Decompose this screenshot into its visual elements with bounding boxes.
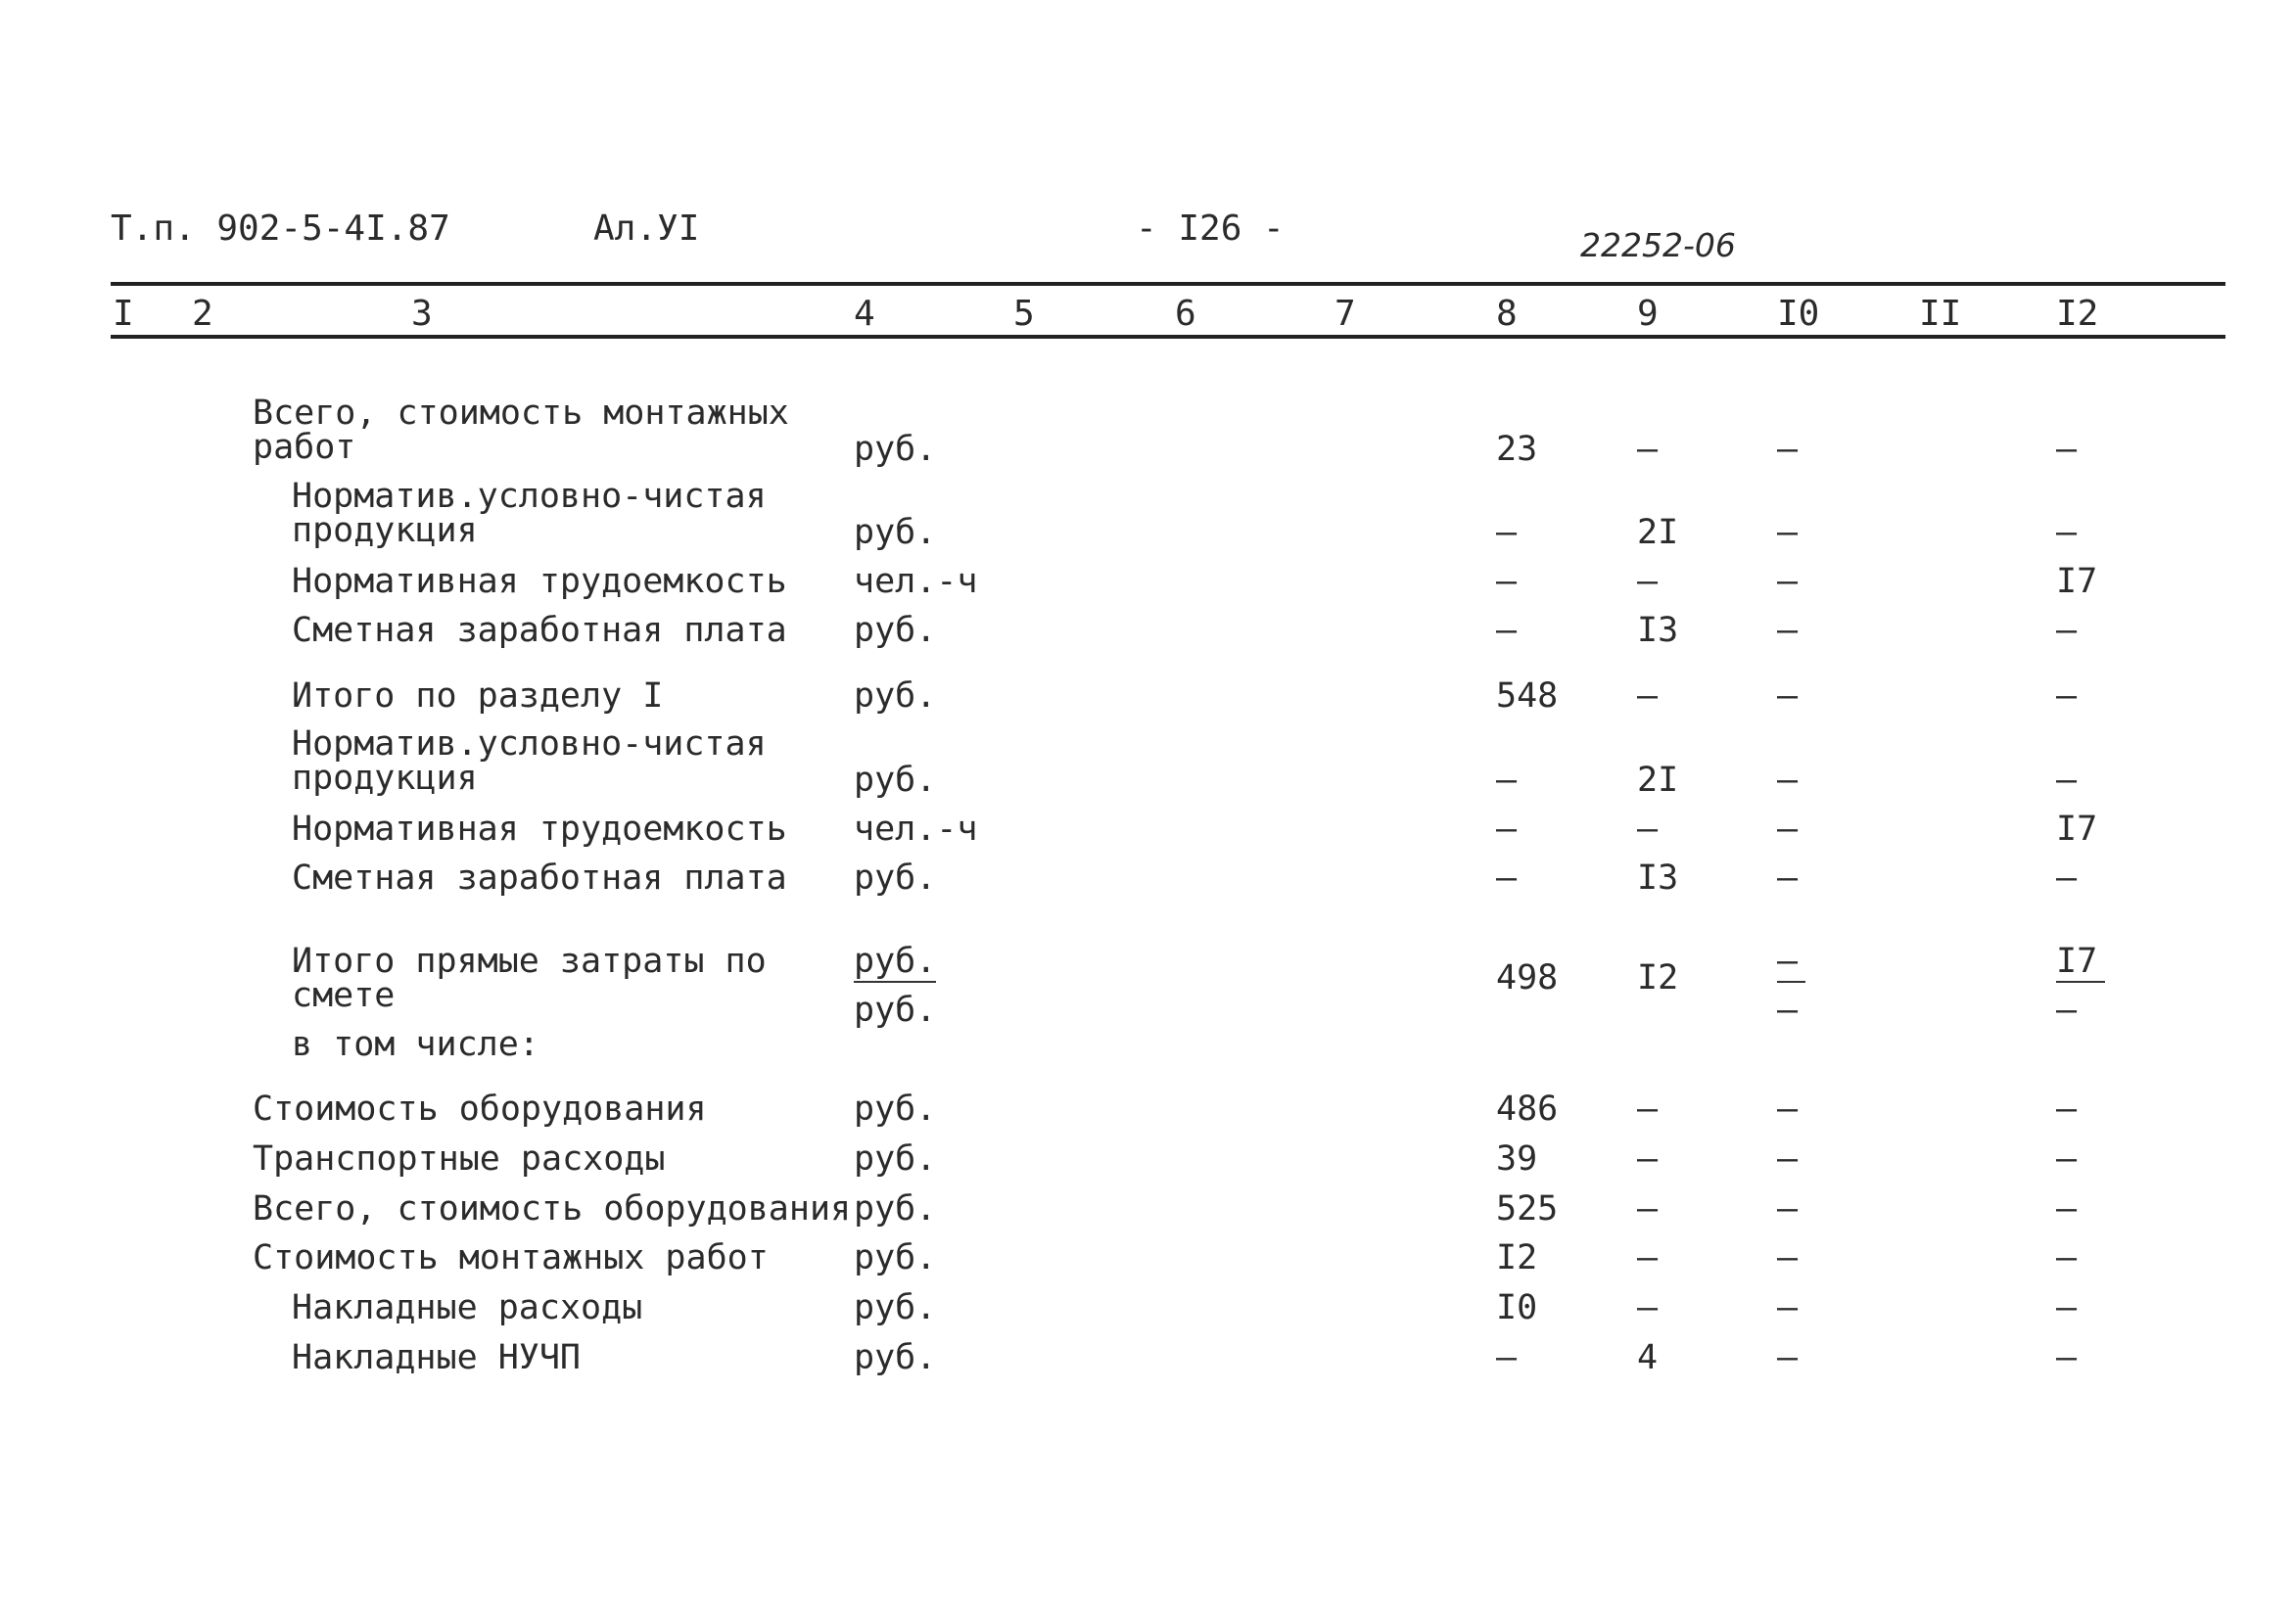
row-label: Норматив.условно-чистая <box>292 477 767 516</box>
cell-col9: I3 <box>1637 858 1679 898</box>
cell-col9: – <box>1637 1090 1659 1129</box>
cell-col10: – <box>1777 513 1799 552</box>
cell-col12-second: – <box>2056 991 2078 1030</box>
cell-col10-underlined: – <box>1777 945 1805 983</box>
cell-col8: – <box>1496 611 1518 650</box>
cell-col8: 525 <box>1496 1189 1559 1229</box>
cell-col10-second: – <box>1777 991 1799 1030</box>
handwritten-code: 22252-06 <box>1580 226 1736 264</box>
cell-col10: – <box>1777 430 1799 469</box>
cell-col10: – <box>1777 1139 1799 1179</box>
row-unit: чел.-ч <box>854 810 978 849</box>
cell-col8: 498 <box>1496 958 1559 998</box>
cell-col9: – <box>1637 810 1659 849</box>
row-label: Итого по разделу I <box>292 676 664 716</box>
column-number: 2 <box>192 294 213 334</box>
cell-col12: I7 <box>2056 562 2098 601</box>
cell-col10: – <box>1777 858 1799 898</box>
row-label-continued: смете <box>292 976 396 1015</box>
cell-col10: – <box>1777 676 1799 716</box>
row-label-note: в том числе: <box>292 1025 539 1064</box>
cell-col9: – <box>1637 676 1659 716</box>
row-label-continued: работ <box>253 428 356 467</box>
cell-col9: – <box>1637 1189 1659 1229</box>
cell-col8: – <box>1496 858 1518 898</box>
cell-col8: – <box>1496 562 1518 601</box>
top-rule <box>111 282 2225 286</box>
cell-col12: – <box>2056 611 2078 650</box>
row-unit: руб. <box>854 1338 937 1377</box>
cell-col10: – <box>1777 1189 1799 1229</box>
cell-col9: I3 <box>1637 611 1679 650</box>
row-unit: руб. <box>854 1139 937 1179</box>
row-label: Итого прямые затраты по <box>292 942 767 981</box>
column-number: II <box>1919 294 1962 334</box>
row-label-continued: продукция <box>292 759 478 798</box>
row-label: Сметная заработная плата <box>292 611 787 650</box>
row-label: Стоимость монтажных работ <box>253 1238 769 1277</box>
column-number: 9 <box>1637 294 1659 334</box>
row-unit: руб. <box>854 1090 937 1129</box>
cell-col12: – <box>2056 1288 2078 1327</box>
cell-col9: – <box>1637 1288 1659 1327</box>
cell-col12: – <box>2056 1238 2078 1277</box>
cell-col8: – <box>1496 1338 1518 1377</box>
row-unit: руб. <box>854 513 937 552</box>
cell-col10: – <box>1777 1338 1799 1377</box>
row-unit: руб. <box>854 1189 937 1229</box>
row-unit: руб. <box>854 1288 937 1327</box>
cell-col12: – <box>2056 761 2078 800</box>
column-number: 3 <box>411 294 433 334</box>
row-label: Сметная заработная плата <box>292 858 787 898</box>
row-label: Транспортные расходы <box>253 1139 666 1179</box>
column-number: 4 <box>854 294 875 334</box>
cell-col12: – <box>2056 1090 2078 1129</box>
cell-col9: 4 <box>1637 1338 1659 1377</box>
column-number: I <box>113 294 134 334</box>
row-unit: руб. <box>854 761 937 800</box>
cell-col9: I2 <box>1637 958 1679 998</box>
cell-col12: – <box>2056 676 2078 716</box>
page-number: - I26 - <box>1136 209 1285 249</box>
cell-col10: – <box>1777 761 1799 800</box>
row-unit: руб. <box>854 611 937 650</box>
row-label: Накладные НУЧП <box>292 1338 582 1377</box>
cell-col10: – <box>1777 562 1799 601</box>
column-number: I0 <box>1777 294 1820 334</box>
document-designation: Т.п. 902-5-4I.87 <box>111 209 450 249</box>
row-unit: чел.-ч <box>854 562 978 601</box>
row-label: Нормативная трудоемкость <box>292 562 787 601</box>
cell-col9: – <box>1637 1139 1659 1179</box>
column-number: 6 <box>1175 294 1196 334</box>
column-number: I2 <box>2056 294 2099 334</box>
cell-col10: – <box>1777 611 1799 650</box>
cell-col10: – <box>1777 810 1799 849</box>
row-unit: руб. <box>854 858 937 898</box>
cell-col12: – <box>2056 513 2078 552</box>
cell-col12: I7 <box>2056 810 2098 849</box>
cell-col8: 548 <box>1496 676 1559 716</box>
cell-col12-underlined: I7 <box>2056 945 2105 983</box>
cell-col9: 2I <box>1637 513 1679 552</box>
row-unit-second: руб. <box>854 991 937 1030</box>
cell-col12: – <box>2056 1189 2078 1229</box>
row-label: Нормативная трудоемкость <box>292 810 787 849</box>
cell-col9: – <box>1637 430 1659 469</box>
row-unit-underlined: руб. <box>854 942 937 981</box>
cell-col12: – <box>2056 1139 2078 1179</box>
cell-col9: – <box>1637 1238 1659 1277</box>
cell-col8: I0 <box>1496 1288 1538 1327</box>
cell-col9: 2I <box>1637 761 1679 800</box>
column-number: 5 <box>1013 294 1035 334</box>
cell-col10: – <box>1777 1288 1799 1327</box>
cell-col10: – <box>1777 1238 1799 1277</box>
cell-col8: 23 <box>1496 430 1538 469</box>
cell-col12: – <box>2056 1338 2078 1377</box>
row-unit: руб. <box>854 676 937 716</box>
row-label: Всего, стоимость монтажных <box>253 394 789 433</box>
cell-col8: – <box>1496 761 1518 800</box>
column-number: 8 <box>1496 294 1518 334</box>
cell-col8: I2 <box>1496 1238 1538 1277</box>
cell-col9: – <box>1637 562 1659 601</box>
row-label: Норматив.условно-чистая <box>292 724 767 764</box>
cell-col10: – <box>1777 1090 1799 1129</box>
cell-col8: – <box>1496 810 1518 849</box>
cell-col8: – <box>1496 513 1518 552</box>
row-unit: руб. <box>854 1238 937 1277</box>
column-number: 7 <box>1334 294 1356 334</box>
album-label: Ал.УI <box>593 209 700 249</box>
row-label: Накладные расходы <box>292 1288 643 1327</box>
row-label: Стоимость оборудования <box>253 1090 707 1129</box>
column-header-rule <box>111 335 2225 339</box>
cell-col12: – <box>2056 858 2078 898</box>
cell-col8: 486 <box>1496 1090 1559 1129</box>
row-unit: руб. <box>854 430 937 469</box>
row-label: Всего, стоимость оборудования <box>253 1189 852 1229</box>
cell-col12: – <box>2056 430 2078 469</box>
cell-col8: 39 <box>1496 1139 1538 1179</box>
row-label-continued: продукция <box>292 511 478 550</box>
